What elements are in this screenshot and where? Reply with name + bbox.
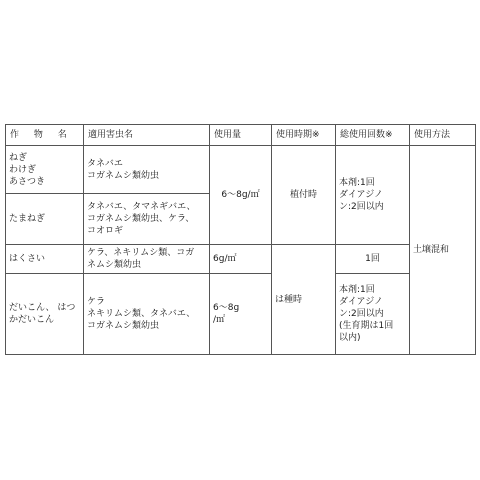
count-cell (336, 245, 410, 274)
crop-cell (6, 274, 84, 355)
pest-cell (84, 245, 210, 274)
pest-line: コガネムシ類幼虫、ケラ、 (87, 214, 195, 224)
count-line: 本剤:1回 (339, 178, 375, 188)
pest-cell (84, 146, 210, 194)
count-line: ダイアジノ (339, 190, 383, 200)
method-value: 土壌混和 (413, 245, 450, 255)
timing-cell (272, 245, 336, 355)
crop-cell (6, 146, 84, 194)
count-line: 以内) (339, 333, 361, 343)
pest-line: タネバエ、タマネギバエ、 (87, 202, 196, 212)
pest-line: ケラ (87, 297, 106, 307)
crop-name: かだいこん (9, 315, 55, 325)
crop-cell (6, 194, 84, 245)
amount-line: /㎡ (213, 315, 226, 325)
pest-line: コガネムシ類幼虫 (87, 170, 160, 181)
count-line: (生育期は1回 (339, 321, 394, 331)
header-amount: 使用量 (210, 125, 272, 146)
pest-cell (84, 274, 210, 355)
header-timing: 使用時期※ (272, 125, 336, 146)
pest-line: ネムシ類幼虫 (87, 260, 142, 270)
count-line: 本剤:1回 (339, 285, 375, 295)
crop-name: だいこん、 はつ (9, 303, 76, 313)
pesticide-usage-table (5, 124, 476, 355)
table-row (6, 245, 476, 274)
table-header-row (6, 125, 476, 146)
amount-cell (210, 274, 272, 355)
header-count: 総使用回数※ (336, 125, 410, 146)
count-value: 1回 (365, 254, 380, 264)
pest-line: タネバエ (87, 158, 123, 169)
header-pest: 適用害虫名 (84, 125, 210, 146)
method-cell (410, 146, 476, 355)
timing-value: は種時 (275, 294, 303, 305)
header-crop: 作 物 名 (6, 125, 84, 146)
count-line: ン:2回以内 (339, 309, 384, 319)
pest-cell (84, 194, 210, 245)
table-row (6, 274, 476, 355)
crop-name: わけぎ (9, 164, 37, 175)
amount-line: 6～8g (213, 303, 240, 313)
crop-name: あさつき (9, 176, 46, 187)
count-cell (336, 274, 410, 355)
crop-name: ねぎ (9, 152, 28, 163)
pesticide-usage-table-container (5, 124, 475, 344)
pest-line: ネキリムシ類、タネバエ、 (87, 309, 196, 319)
pest-line: コオロギ (87, 226, 124, 236)
timing-value: 植付時 (289, 190, 317, 200)
crop-name: たまねぎ (9, 214, 46, 224)
amount-cell (210, 245, 272, 274)
count-line: ダイアジノ (339, 297, 383, 307)
amount-value: 6g/㎡ (213, 254, 237, 264)
table-row (6, 146, 476, 194)
pest-line: コガネムシ類幼虫 (87, 321, 160, 331)
crop-cell (6, 245, 84, 274)
header-method: 使用方法 (410, 125, 476, 146)
timing-cell (272, 146, 336, 245)
amount-value: 6～8g/㎡ (221, 190, 260, 200)
count-cell (336, 146, 410, 245)
amount-cell (210, 146, 272, 245)
pest-line: ケラ、ネキリムシ類、コガ (87, 248, 195, 258)
count-line: ン:2回以内 (339, 202, 384, 212)
crop-name: はくさい (9, 254, 46, 264)
